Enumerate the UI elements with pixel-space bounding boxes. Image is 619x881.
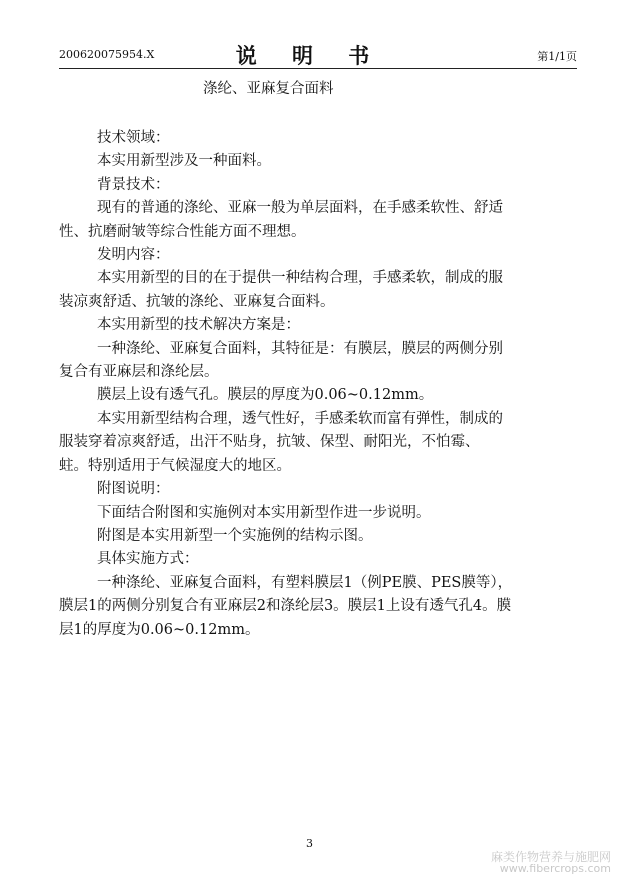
text-line: 蛀。特别适用于气候湿度大的地区。	[59, 457, 291, 474]
text-line: 发明内容：	[97, 247, 170, 264]
text-line: 本实用新型涉及一种面料。	[97, 153, 271, 170]
text-line: 附图是本实用新型一个实施例的结构示图。	[97, 527, 373, 544]
text-line: 本实用新型结构合理，透气性好，手感柔软而富有弹性，制成的	[97, 410, 503, 427]
watermark-site-name: 麻类作物营养与施肥网	[490, 850, 611, 864]
text-line: 膜层1的两侧分别复合有亚麻层2和涤纶层3。膜层1上设有透气孔4。膜	[59, 598, 512, 615]
text-line: 一种涤纶、亚麻复合面料，有塑料膜层1（例PE膜、PES膜等），	[97, 574, 513, 591]
text-line: 本实用新型的技术解决方案是：	[97, 317, 300, 334]
text-line: 附图说明：	[97, 481, 170, 498]
document-title: 涤纶、亚麻复合面料	[203, 81, 334, 97]
text-line: 膜层上设有透气孔。膜层的厚度为0.06~0.12mm。	[97, 387, 434, 404]
page-info: 第1/1页	[537, 50, 577, 63]
text-line: 现有的普通的涤纶、亚麻一般为单层面料，在手感柔软性、舒适	[97, 200, 503, 217]
text-line: 下面结合附图和实施例对本实用新型作进一步说明。	[97, 504, 431, 521]
text-line: 装凉爽舒适、抗皱的涤纶、亚麻复合面料。	[59, 293, 335, 310]
document-number: 200620075954.X	[59, 48, 155, 61]
page-number: 3	[306, 837, 313, 850]
text-line: 性、抗磨耐皱等综合性能方面不理想。	[59, 223, 306, 240]
text-line: 复合有亚麻层和涤纶层。	[59, 364, 219, 381]
text-line: 一种涤纶、亚麻复合面料，其特征是：有膜层，膜层的两侧分别	[97, 340, 503, 357]
page-title: 说 明 书	[235, 43, 384, 68]
document-body	[59, 127, 527, 642]
text-line: 本实用新型的目的在于提供一种结构合理，手感柔软，制成的服	[97, 270, 503, 287]
text-line: 背景技术：	[97, 176, 170, 193]
text-line: 具体实施方式：	[97, 551, 199, 568]
header-divider	[59, 68, 577, 69]
text-line: 技术领域：	[97, 130, 170, 146]
text-line: 层1的厚度为0.06~0.12mm。	[59, 621, 260, 638]
text-line: 服装穿着凉爽舒适，出汗不贴身，抗皱、保型、耐阳光，不怕霉、	[59, 434, 480, 451]
watermark-url: www.fibercrops.com	[499, 862, 611, 875]
